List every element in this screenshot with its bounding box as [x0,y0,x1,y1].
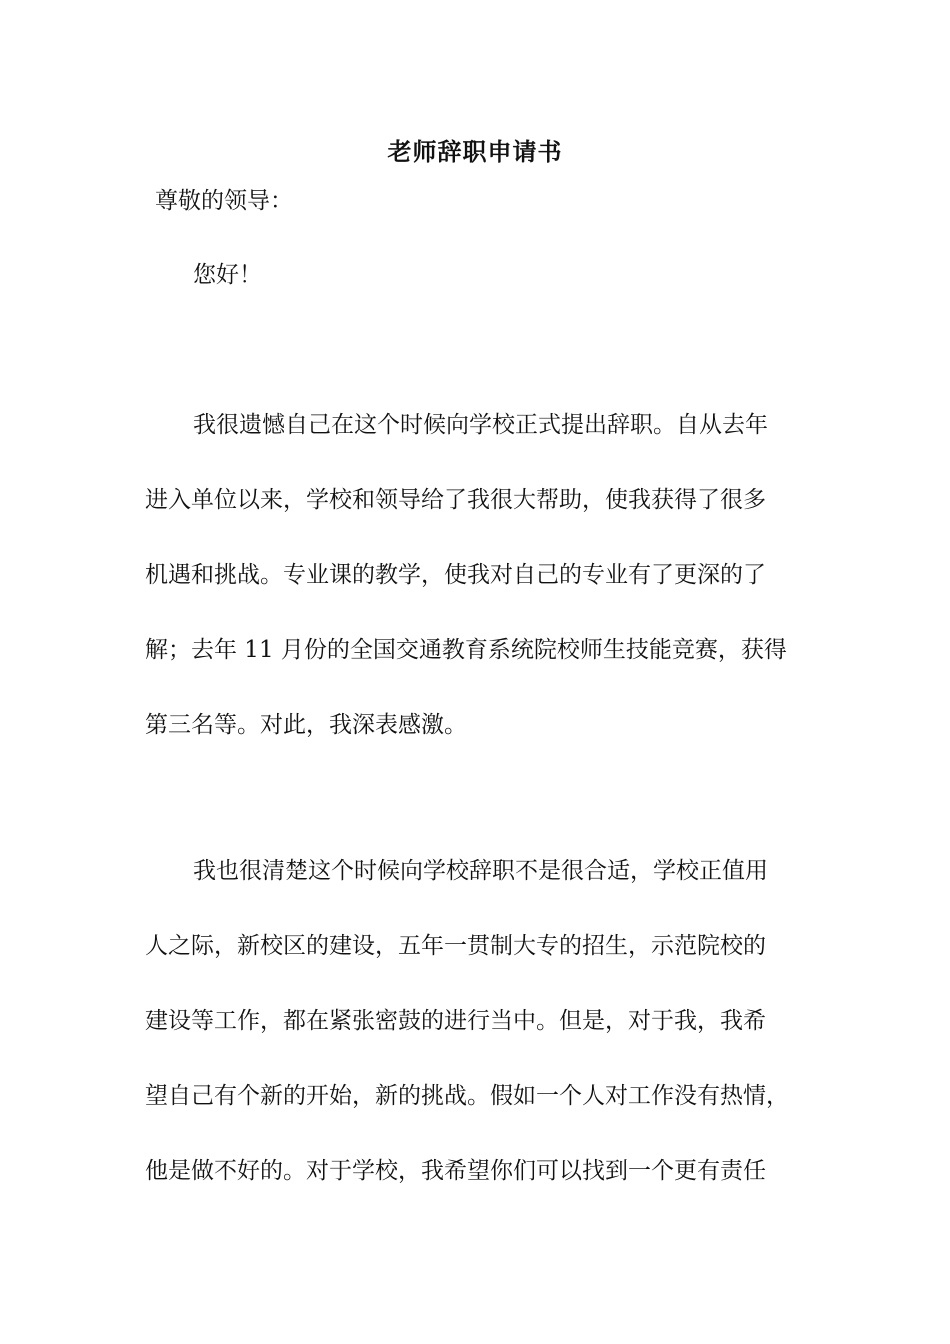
paragraph-line: 望自己有个新的开始，新的挑战。假如一个人对工作没有热情， [145,1083,789,1109]
greeting: 您好！ [193,262,262,288]
paragraph-2 [145,834,825,1209]
paragraph-line: 我很遗憾自己在这个时候向学校正式提出辞职。自从去年 [193,412,768,438]
paragraph-line: 解；去年 11 月份的全国交通教育系统院校师生技能竞赛，获得 [145,637,787,663]
paragraph-1 [145,388,825,763]
paragraph-line: 人之际，新校区的建设，五年一贯制大专的招生，示范院校的 [145,933,766,959]
document-title: 老师辞职申请书 [387,137,563,166]
paragraph-line: 进入单位以来，学校和领导给了我很大帮助，使我获得了很多 [145,487,766,513]
paragraph-line: 他是做不好的。对于学校，我希望你们可以找到一个更有责任 [145,1158,766,1184]
salutation: 尊敬的领导： [155,188,293,214]
paragraph-line: 第三名等。对此，我深表感激。 [145,712,467,738]
paragraph-line: 我也很清楚这个时候向学校辞职不是很合适，学校正值用 [193,858,768,884]
paragraph-line: 建设等工作，都在紧张密鼓的进行当中。但是，对于我，我希 [145,1008,766,1034]
paragraph-line: 机遇和挑战。专业课的教学，使我对自己的专业有了更深的了 [145,562,766,588]
